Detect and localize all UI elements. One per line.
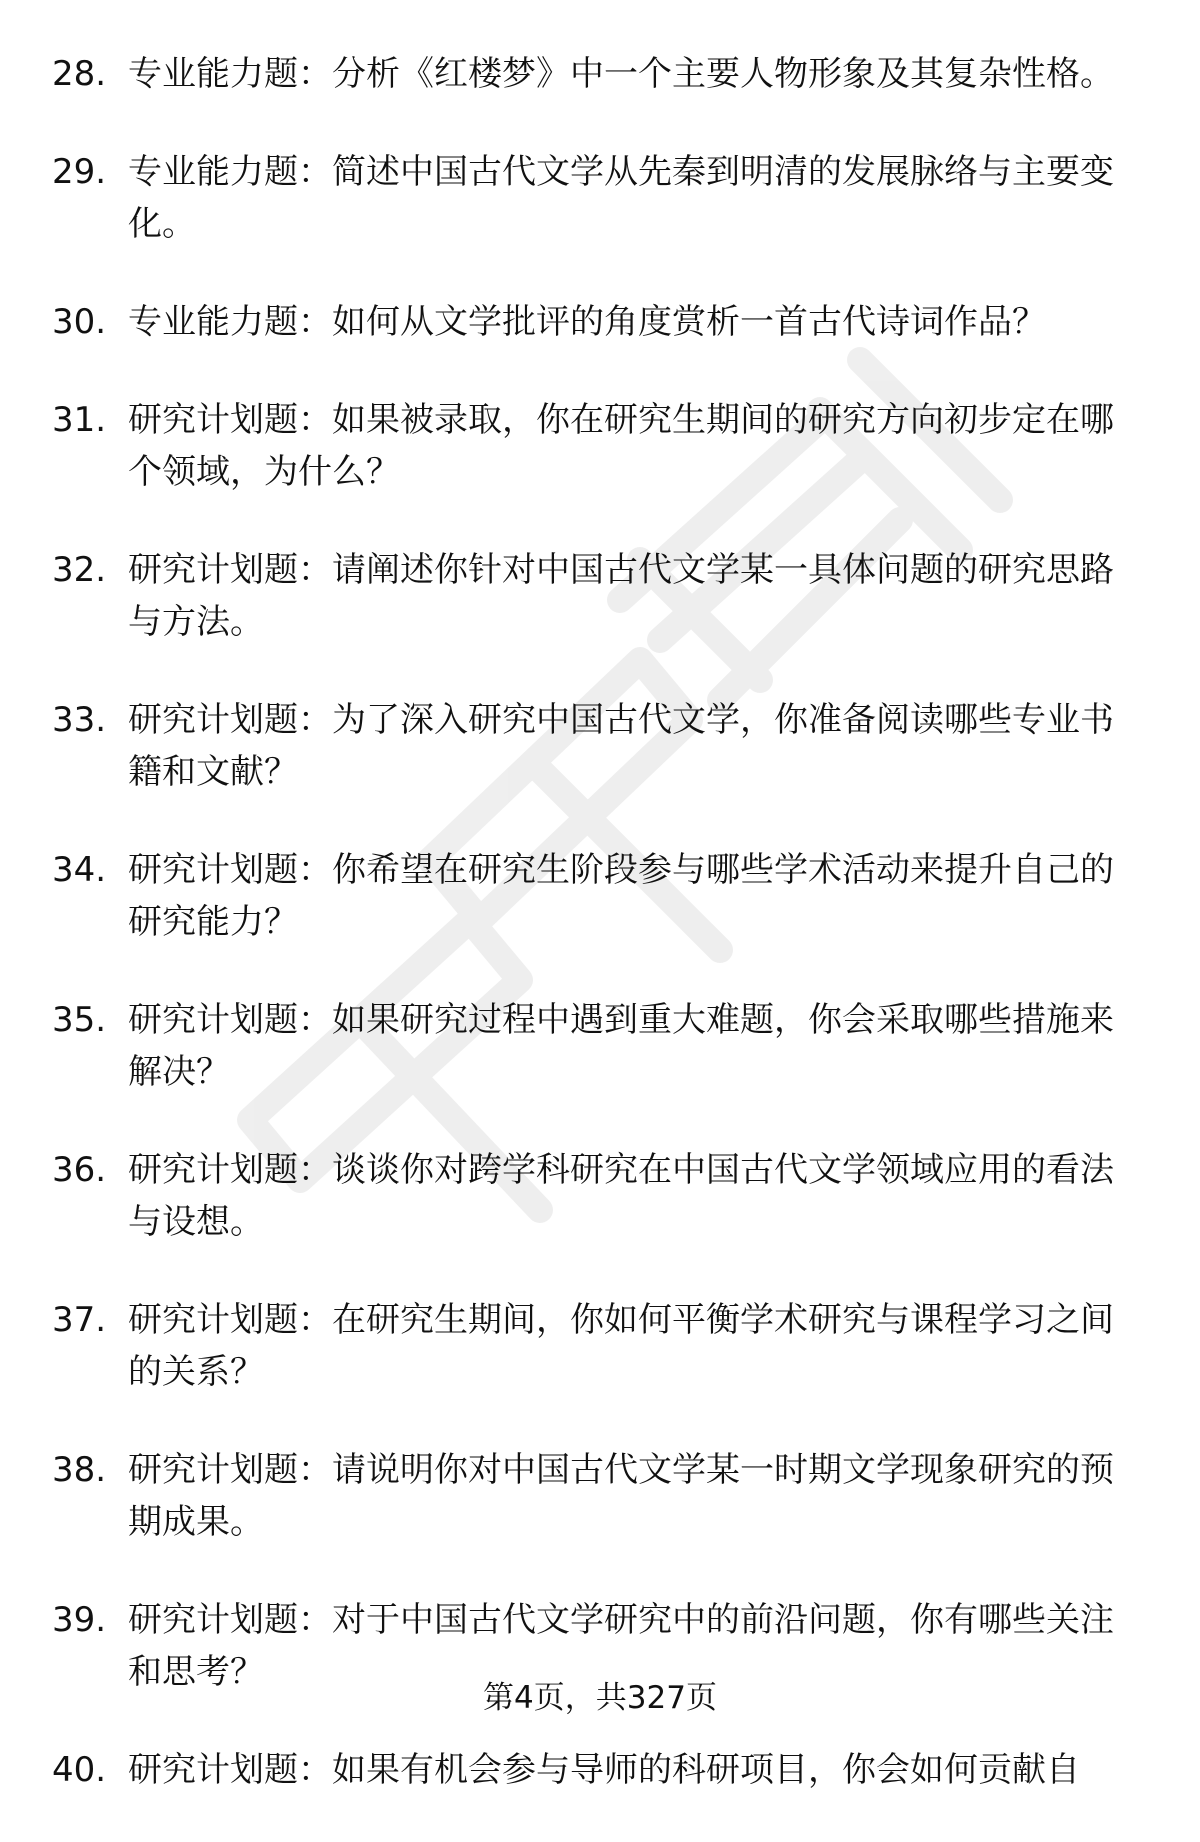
question-number: 28.: [52, 54, 107, 94]
question-item: [0, 1144, 1200, 1248]
question-item: [0, 694, 1200, 798]
question-number: 36.: [52, 1150, 107, 1190]
question-item: [0, 146, 1200, 250]
question-item: [0, 544, 1200, 648]
question-list: [0, 48, 1200, 1842]
question-item: [0, 994, 1200, 1098]
question-number: 31.: [52, 400, 107, 440]
question-item: [0, 1444, 1200, 1548]
question-text: 专业能力题：简述中国古代文学从先秦到明清的发展脉络与主要变化。: [128, 152, 1114, 244]
question-item: [0, 1744, 1200, 1796]
question-text: 研究计划题：请说明你对中国古代文学某一时期文学现象研究的预期成果。: [128, 1450, 1114, 1542]
question-text: 研究计划题：在研究生期间，你如何平衡学术研究与课程学习之间的关系？: [128, 1300, 1114, 1392]
question-item: [0, 1294, 1200, 1398]
question-text: 研究计划题：你希望在研究生阶段参与哪些学术活动来提升自己的研究能力？: [128, 850, 1114, 942]
question-text: 专业能力题：如何从文学批评的角度赏析一首古代诗词作品？: [128, 302, 1046, 342]
question-number: 39.: [52, 1600, 107, 1640]
question-number: 40.: [52, 1750, 107, 1790]
question-item: [0, 48, 1200, 100]
question-text: 研究计划题：如果研究过程中遇到重大难题，你会采取哪些措施来解决？: [128, 1000, 1114, 1092]
question-number: 35.: [52, 1000, 107, 1040]
page-number-label: 第4页，共327页: [483, 1680, 717, 1716]
question-text: 专业能力题：分析《红楼梦》中一个主要人物形象及其复杂性格。: [128, 54, 1114, 94]
question-text: 研究计划题：如果被录取，你在研究生期间的研究方向初步定在哪个领域，为什么？: [128, 400, 1114, 492]
question-number: 32.: [52, 550, 107, 590]
question-number: 30.: [52, 302, 107, 342]
question-number: 29.: [52, 152, 107, 192]
question-number: 38.: [52, 1450, 107, 1490]
question-number: 33.: [52, 700, 107, 740]
page-footer: [0, 1676, 1200, 1720]
question-text: 研究计划题：谈谈你对跨学科研究在中国古代文学领域应用的看法与设想。: [128, 1150, 1114, 1242]
question-item: [0, 394, 1200, 498]
question-number: 34.: [52, 850, 107, 890]
question-text: 研究计划题：如果有机会参与导师的科研项目，你会如何贡献自: [128, 1750, 1080, 1790]
question-number: 37.: [52, 1300, 107, 1340]
question-text: 研究计划题：请阐述你针对中国古代文学某一具体问题的研究思路与方法。: [128, 550, 1114, 642]
question-text: 研究计划题：为了深入研究中国古代文学，你准备阅读哪些专业书籍和文献？: [128, 700, 1114, 792]
question-text: 研究计划题：对于中国古代文学研究中的前沿问题，你有哪些关注和思考？: [128, 1600, 1114, 1692]
question-item: [0, 844, 1200, 948]
question-item: [0, 296, 1200, 348]
